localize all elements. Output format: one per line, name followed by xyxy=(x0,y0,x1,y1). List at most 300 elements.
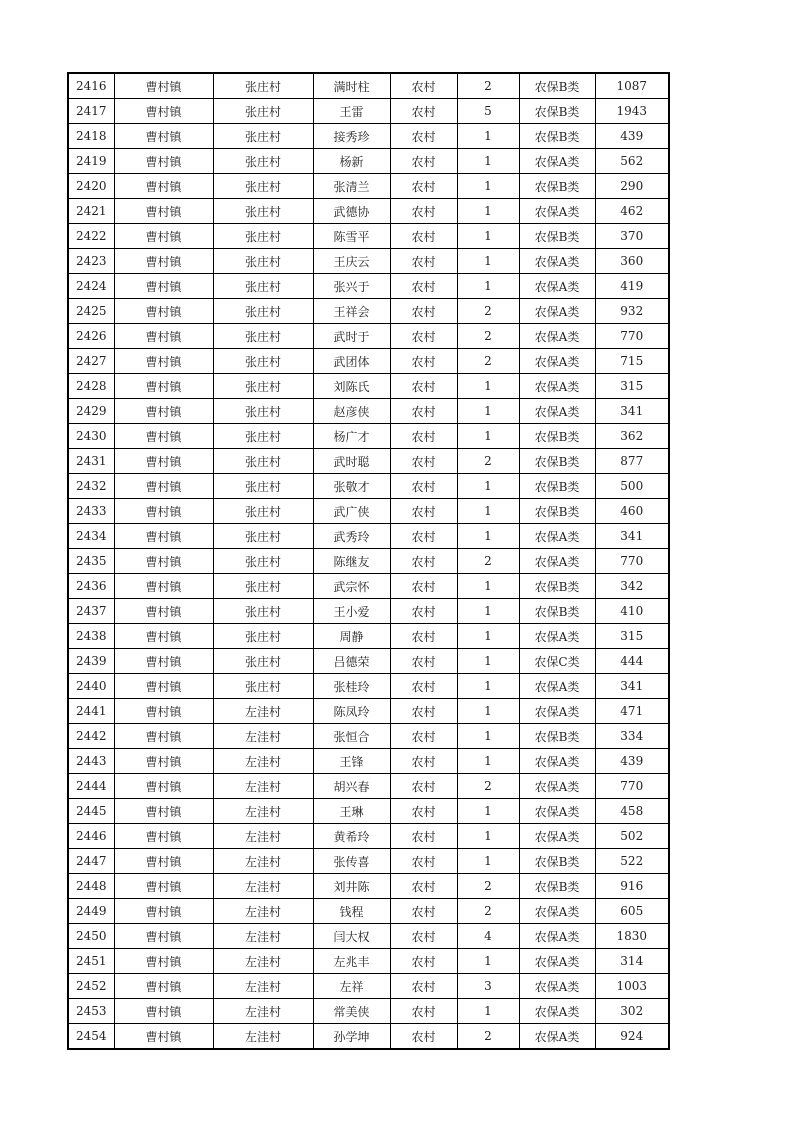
name-cell: 刘陈氏 xyxy=(313,374,390,399)
amount-cell: 522 xyxy=(595,849,669,874)
row-number-cell: 2431 xyxy=(68,449,114,474)
row-number-cell: 2423 xyxy=(68,249,114,274)
household-size-cell: 1 xyxy=(457,174,519,199)
row-number-cell: 2421 xyxy=(68,199,114,224)
town-cell: 曹村镇 xyxy=(114,549,213,574)
row-number-cell: 2444 xyxy=(68,774,114,799)
table-row xyxy=(68,924,669,949)
amount-cell: 290 xyxy=(595,174,669,199)
row-number-cell: 2448 xyxy=(68,874,114,899)
insurance-category-cell: 农保A类 xyxy=(519,349,595,374)
name-cell: 黄希玲 xyxy=(313,824,390,849)
insurance-category-cell: 农保A类 xyxy=(519,824,595,849)
table-row xyxy=(68,474,669,499)
row-number-cell: 2447 xyxy=(68,849,114,874)
village-cell: 张庄村 xyxy=(213,199,313,224)
village-cell: 左洼村 xyxy=(213,949,313,974)
amount-cell: 444 xyxy=(595,649,669,674)
town-cell: 曹村镇 xyxy=(114,974,213,999)
name-cell: 武宗怀 xyxy=(313,574,390,599)
table-row xyxy=(68,324,669,349)
village-cell: 左洼村 xyxy=(213,749,313,774)
insurance-category-cell: 农保A类 xyxy=(519,149,595,174)
town-cell: 曹村镇 xyxy=(114,724,213,749)
village-cell: 张庄村 xyxy=(213,399,313,424)
household-size-cell: 1 xyxy=(457,749,519,774)
household-type-cell: 农村 xyxy=(390,974,457,999)
amount-cell: 500 xyxy=(595,474,669,499)
household-type-cell: 农村 xyxy=(390,949,457,974)
household-size-cell: 1 xyxy=(457,524,519,549)
village-cell: 张庄村 xyxy=(213,249,313,274)
row-number-cell: 2426 xyxy=(68,324,114,349)
name-cell: 周静 xyxy=(313,624,390,649)
household-type-cell: 农村 xyxy=(390,399,457,424)
table-row xyxy=(68,149,669,174)
household-type-cell: 农村 xyxy=(390,774,457,799)
insurance-category-cell: 农保B类 xyxy=(519,874,595,899)
row-number-cell: 2425 xyxy=(68,299,114,324)
table-row xyxy=(68,349,669,374)
name-cell: 王庆云 xyxy=(313,249,390,274)
amount-cell: 1943 xyxy=(595,99,669,124)
village-cell: 张庄村 xyxy=(213,374,313,399)
insurance-category-cell: 农保A类 xyxy=(519,974,595,999)
village-cell: 张庄村 xyxy=(213,674,313,699)
household-type-cell: 农村 xyxy=(390,124,457,149)
town-cell: 曹村镇 xyxy=(114,874,213,899)
table-row xyxy=(68,274,669,299)
household-type-cell: 农村 xyxy=(390,149,457,174)
amount-cell: 458 xyxy=(595,799,669,824)
name-cell: 张传喜 xyxy=(313,849,390,874)
town-cell: 曹村镇 xyxy=(114,299,213,324)
amount-cell: 439 xyxy=(595,124,669,149)
row-number-cell: 2453 xyxy=(68,999,114,1024)
household-size-cell: 1 xyxy=(457,499,519,524)
name-cell: 武团体 xyxy=(313,349,390,374)
town-cell: 曹村镇 xyxy=(114,674,213,699)
table-row xyxy=(68,524,669,549)
table-row xyxy=(68,799,669,824)
insurance-category-cell: 农保B类 xyxy=(519,449,595,474)
table-row xyxy=(68,849,669,874)
amount-cell: 715 xyxy=(595,349,669,374)
household-type-cell: 农村 xyxy=(390,99,457,124)
table-row xyxy=(68,99,669,124)
village-cell: 左洼村 xyxy=(213,974,313,999)
household-type-cell: 农村 xyxy=(390,999,457,1024)
insurance-category-cell: 农保A类 xyxy=(519,999,595,1024)
household-type-cell: 农村 xyxy=(390,1024,457,1050)
village-cell: 左洼村 xyxy=(213,824,313,849)
insurance-category-cell: 农保A类 xyxy=(519,299,595,324)
row-number-cell: 2429 xyxy=(68,399,114,424)
name-cell: 武广侠 xyxy=(313,499,390,524)
town-cell: 曹村镇 xyxy=(114,1024,213,1050)
name-cell: 杨新 xyxy=(313,149,390,174)
household-size-cell: 1 xyxy=(457,424,519,449)
amount-cell: 342 xyxy=(595,574,669,599)
household-type-cell: 农村 xyxy=(390,424,457,449)
amount-cell: 302 xyxy=(595,999,669,1024)
row-number-cell: 2443 xyxy=(68,749,114,774)
household-size-cell: 1 xyxy=(457,999,519,1024)
name-cell: 张桂玲 xyxy=(313,674,390,699)
table-row xyxy=(68,73,669,99)
household-size-cell: 1 xyxy=(457,624,519,649)
village-cell: 张庄村 xyxy=(213,424,313,449)
amount-cell: 314 xyxy=(595,949,669,974)
table-row xyxy=(68,599,669,624)
table-row xyxy=(68,674,669,699)
town-cell: 曹村镇 xyxy=(114,949,213,974)
table-row xyxy=(68,724,669,749)
amount-cell: 360 xyxy=(595,249,669,274)
insurance-category-cell: 农保B类 xyxy=(519,124,595,149)
name-cell: 吕德荣 xyxy=(313,649,390,674)
insurance-category-cell: 农保A类 xyxy=(519,699,595,724)
name-cell: 张恒合 xyxy=(313,724,390,749)
town-cell: 曹村镇 xyxy=(114,99,213,124)
household-size-cell: 1 xyxy=(457,949,519,974)
insurance-category-cell: 农保A类 xyxy=(519,624,595,649)
household-size-cell: 2 xyxy=(457,774,519,799)
amount-cell: 1087 xyxy=(595,73,669,99)
name-cell: 武时聪 xyxy=(313,449,390,474)
insurance-category-cell: 农保B类 xyxy=(519,174,595,199)
data-table xyxy=(67,72,670,1050)
table-body xyxy=(68,73,669,1049)
town-cell: 曹村镇 xyxy=(114,374,213,399)
town-cell: 曹村镇 xyxy=(114,274,213,299)
village-cell: 张庄村 xyxy=(213,324,313,349)
row-number-cell: 2438 xyxy=(68,624,114,649)
village-cell: 张庄村 xyxy=(213,224,313,249)
household-size-cell: 2 xyxy=(457,349,519,374)
name-cell: 王雷 xyxy=(313,99,390,124)
amount-cell: 1003 xyxy=(595,974,669,999)
town-cell: 曹村镇 xyxy=(114,474,213,499)
insurance-category-cell: 农保A类 xyxy=(519,949,595,974)
town-cell: 曹村镇 xyxy=(114,524,213,549)
town-cell: 曹村镇 xyxy=(114,149,213,174)
household-size-cell: 1 xyxy=(457,849,519,874)
village-cell: 左洼村 xyxy=(213,899,313,924)
table-row xyxy=(68,224,669,249)
village-cell: 张庄村 xyxy=(213,624,313,649)
row-number-cell: 2424 xyxy=(68,274,114,299)
amount-cell: 462 xyxy=(595,199,669,224)
table-row xyxy=(68,774,669,799)
amount-cell: 341 xyxy=(595,674,669,699)
household-type-cell: 农村 xyxy=(390,224,457,249)
amount-cell: 770 xyxy=(595,549,669,574)
table-row xyxy=(68,124,669,149)
household-type-cell: 农村 xyxy=(390,524,457,549)
household-size-cell: 1 xyxy=(457,699,519,724)
town-cell: 曹村镇 xyxy=(114,699,213,724)
row-number-cell: 2452 xyxy=(68,974,114,999)
amount-cell: 315 xyxy=(595,374,669,399)
village-cell: 左洼村 xyxy=(213,999,313,1024)
town-cell: 曹村镇 xyxy=(114,799,213,824)
table-row xyxy=(68,874,669,899)
household-size-cell: 2 xyxy=(457,299,519,324)
household-size-cell: 1 xyxy=(457,124,519,149)
household-size-cell: 1 xyxy=(457,274,519,299)
insurance-category-cell: 农保A类 xyxy=(519,674,595,699)
town-cell: 曹村镇 xyxy=(114,73,213,99)
name-cell: 武秀玲 xyxy=(313,524,390,549)
name-cell: 陈凤玲 xyxy=(313,699,390,724)
household-size-cell: 1 xyxy=(457,224,519,249)
town-cell: 曹村镇 xyxy=(114,574,213,599)
amount-cell: 410 xyxy=(595,599,669,624)
household-type-cell: 农村 xyxy=(390,874,457,899)
insurance-category-cell: 农保C类 xyxy=(519,649,595,674)
town-cell: 曹村镇 xyxy=(114,899,213,924)
household-size-cell: 2 xyxy=(457,874,519,899)
table-row xyxy=(68,549,669,574)
household-size-cell: 2 xyxy=(457,449,519,474)
table-row xyxy=(68,249,669,274)
household-type-cell: 农村 xyxy=(390,199,457,224)
row-number-cell: 2418 xyxy=(68,124,114,149)
name-cell: 杨广才 xyxy=(313,424,390,449)
row-number-cell: 2442 xyxy=(68,724,114,749)
village-cell: 张庄村 xyxy=(213,524,313,549)
row-number-cell: 2451 xyxy=(68,949,114,974)
village-cell: 左洼村 xyxy=(213,1024,313,1050)
village-cell: 左洼村 xyxy=(213,699,313,724)
household-size-cell: 3 xyxy=(457,974,519,999)
household-type-cell: 农村 xyxy=(390,849,457,874)
table-row xyxy=(68,299,669,324)
insurance-category-cell: 农保B类 xyxy=(519,724,595,749)
row-number-cell: 2439 xyxy=(68,649,114,674)
table-row xyxy=(68,999,669,1024)
village-cell: 张庄村 xyxy=(213,124,313,149)
household-size-cell: 5 xyxy=(457,99,519,124)
amount-cell: 502 xyxy=(595,824,669,849)
town-cell: 曹村镇 xyxy=(114,199,213,224)
name-cell: 左祥 xyxy=(313,974,390,999)
town-cell: 曹村镇 xyxy=(114,624,213,649)
town-cell: 曹村镇 xyxy=(114,824,213,849)
amount-cell: 341 xyxy=(595,399,669,424)
household-type-cell: 农村 xyxy=(390,724,457,749)
village-cell: 张庄村 xyxy=(213,349,313,374)
insurance-category-cell: 农保A类 xyxy=(519,524,595,549)
household-type-cell: 农村 xyxy=(390,299,457,324)
village-cell: 左洼村 xyxy=(213,799,313,824)
insurance-category-cell: 农保A类 xyxy=(519,374,595,399)
household-type-cell: 农村 xyxy=(390,699,457,724)
town-cell: 曹村镇 xyxy=(114,224,213,249)
amount-cell: 341 xyxy=(595,524,669,549)
town-cell: 曹村镇 xyxy=(114,849,213,874)
household-size-cell: 1 xyxy=(457,599,519,624)
name-cell: 陈继友 xyxy=(313,549,390,574)
village-cell: 张庄村 xyxy=(213,149,313,174)
household-size-cell: 1 xyxy=(457,374,519,399)
town-cell: 曹村镇 xyxy=(114,324,213,349)
household-type-cell: 农村 xyxy=(390,574,457,599)
table-row xyxy=(68,574,669,599)
row-number-cell: 2428 xyxy=(68,374,114,399)
table-row xyxy=(68,824,669,849)
household-size-cell: 2 xyxy=(457,899,519,924)
town-cell: 曹村镇 xyxy=(114,749,213,774)
amount-cell: 770 xyxy=(595,774,669,799)
village-cell: 张庄村 xyxy=(213,574,313,599)
table-row xyxy=(68,974,669,999)
household-type-cell: 农村 xyxy=(390,599,457,624)
town-cell: 曹村镇 xyxy=(114,924,213,949)
name-cell: 武时于 xyxy=(313,324,390,349)
village-cell: 张庄村 xyxy=(213,474,313,499)
household-type-cell: 农村 xyxy=(390,73,457,99)
insurance-category-cell: 农保A类 xyxy=(519,399,595,424)
table-row xyxy=(68,624,669,649)
town-cell: 曹村镇 xyxy=(114,399,213,424)
name-cell: 张敬才 xyxy=(313,474,390,499)
town-cell: 曹村镇 xyxy=(114,424,213,449)
name-cell: 陈雪平 xyxy=(313,224,390,249)
row-number-cell: 2419 xyxy=(68,149,114,174)
name-cell: 胡兴春 xyxy=(313,774,390,799)
row-number-cell: 2454 xyxy=(68,1024,114,1050)
village-cell: 张庄村 xyxy=(213,649,313,674)
insurance-category-cell: 农保A类 xyxy=(519,199,595,224)
town-cell: 曹村镇 xyxy=(114,349,213,374)
table-row xyxy=(68,649,669,674)
table-row xyxy=(68,949,669,974)
table-row xyxy=(68,899,669,924)
row-number-cell: 2433 xyxy=(68,499,114,524)
insurance-category-cell: 农保B类 xyxy=(519,224,595,249)
name-cell: 刘井陈 xyxy=(313,874,390,899)
household-type-cell: 农村 xyxy=(390,324,457,349)
row-number-cell: 2427 xyxy=(68,349,114,374)
row-number-cell: 2435 xyxy=(68,549,114,574)
row-number-cell: 2434 xyxy=(68,524,114,549)
row-number-cell: 2422 xyxy=(68,224,114,249)
household-type-cell: 农村 xyxy=(390,374,457,399)
amount-cell: 877 xyxy=(595,449,669,474)
table-row xyxy=(68,1024,669,1050)
name-cell: 赵彦侠 xyxy=(313,399,390,424)
table-row xyxy=(68,699,669,724)
insurance-category-cell: 农保B类 xyxy=(519,849,595,874)
household-type-cell: 农村 xyxy=(390,174,457,199)
insurance-category-cell: 农保A类 xyxy=(519,799,595,824)
table-row xyxy=(68,424,669,449)
village-cell: 张庄村 xyxy=(213,449,313,474)
household-size-cell: 1 xyxy=(457,724,519,749)
household-size-cell: 1 xyxy=(457,199,519,224)
household-type-cell: 农村 xyxy=(390,499,457,524)
name-cell: 钱程 xyxy=(313,899,390,924)
name-cell: 左兆丰 xyxy=(313,949,390,974)
table-row xyxy=(68,499,669,524)
household-type-cell: 农村 xyxy=(390,549,457,574)
name-cell: 武德协 xyxy=(313,199,390,224)
insurance-category-cell: 农保A类 xyxy=(519,924,595,949)
village-cell: 左洼村 xyxy=(213,849,313,874)
insurance-category-cell: 农保B类 xyxy=(519,499,595,524)
town-cell: 曹村镇 xyxy=(114,999,213,1024)
row-number-cell: 2417 xyxy=(68,99,114,124)
household-size-cell: 2 xyxy=(457,324,519,349)
name-cell: 接秀珍 xyxy=(313,124,390,149)
amount-cell: 770 xyxy=(595,324,669,349)
household-size-cell: 1 xyxy=(457,574,519,599)
household-type-cell: 农村 xyxy=(390,674,457,699)
insurance-category-cell: 农保B类 xyxy=(519,73,595,99)
household-size-cell: 2 xyxy=(457,549,519,574)
household-size-cell: 1 xyxy=(457,149,519,174)
household-size-cell: 2 xyxy=(457,1024,519,1050)
amount-cell: 334 xyxy=(595,724,669,749)
table-row xyxy=(68,199,669,224)
insurance-category-cell: 农保A类 xyxy=(519,274,595,299)
row-number-cell: 2437 xyxy=(68,599,114,624)
insurance-category-cell: 农保A类 xyxy=(519,549,595,574)
town-cell: 曹村镇 xyxy=(114,124,213,149)
household-type-cell: 农村 xyxy=(390,274,457,299)
insurance-category-cell: 农保A类 xyxy=(519,249,595,274)
row-number-cell: 2440 xyxy=(68,674,114,699)
insurance-category-cell: 农保B类 xyxy=(519,424,595,449)
village-cell: 张庄村 xyxy=(213,274,313,299)
amount-cell: 916 xyxy=(595,874,669,899)
town-cell: 曹村镇 xyxy=(114,599,213,624)
amount-cell: 370 xyxy=(595,224,669,249)
household-type-cell: 农村 xyxy=(390,474,457,499)
village-cell: 左洼村 xyxy=(213,774,313,799)
household-type-cell: 农村 xyxy=(390,249,457,274)
village-cell: 左洼村 xyxy=(213,724,313,749)
row-number-cell: 2416 xyxy=(68,73,114,99)
household-type-cell: 农村 xyxy=(390,824,457,849)
row-number-cell: 2441 xyxy=(68,699,114,724)
table-row xyxy=(68,399,669,424)
name-cell: 王小爱 xyxy=(313,599,390,624)
row-number-cell: 2445 xyxy=(68,799,114,824)
village-cell: 张庄村 xyxy=(213,299,313,324)
village-cell: 张庄村 xyxy=(213,599,313,624)
row-number-cell: 2446 xyxy=(68,824,114,849)
row-number-cell: 2436 xyxy=(68,574,114,599)
amount-cell: 924 xyxy=(595,1024,669,1050)
amount-cell: 362 xyxy=(595,424,669,449)
household-type-cell: 农村 xyxy=(390,924,457,949)
household-type-cell: 农村 xyxy=(390,799,457,824)
row-number-cell: 2450 xyxy=(68,924,114,949)
household-size-cell: 1 xyxy=(457,649,519,674)
row-number-cell: 2432 xyxy=(68,474,114,499)
household-size-cell: 2 xyxy=(457,73,519,99)
insurance-category-cell: 农保B类 xyxy=(519,99,595,124)
name-cell: 张兴于 xyxy=(313,274,390,299)
amount-cell: 460 xyxy=(595,499,669,524)
name-cell: 孙学坤 xyxy=(313,1024,390,1050)
town-cell: 曹村镇 xyxy=(114,249,213,274)
table-row xyxy=(68,174,669,199)
insurance-category-cell: 农保B类 xyxy=(519,474,595,499)
